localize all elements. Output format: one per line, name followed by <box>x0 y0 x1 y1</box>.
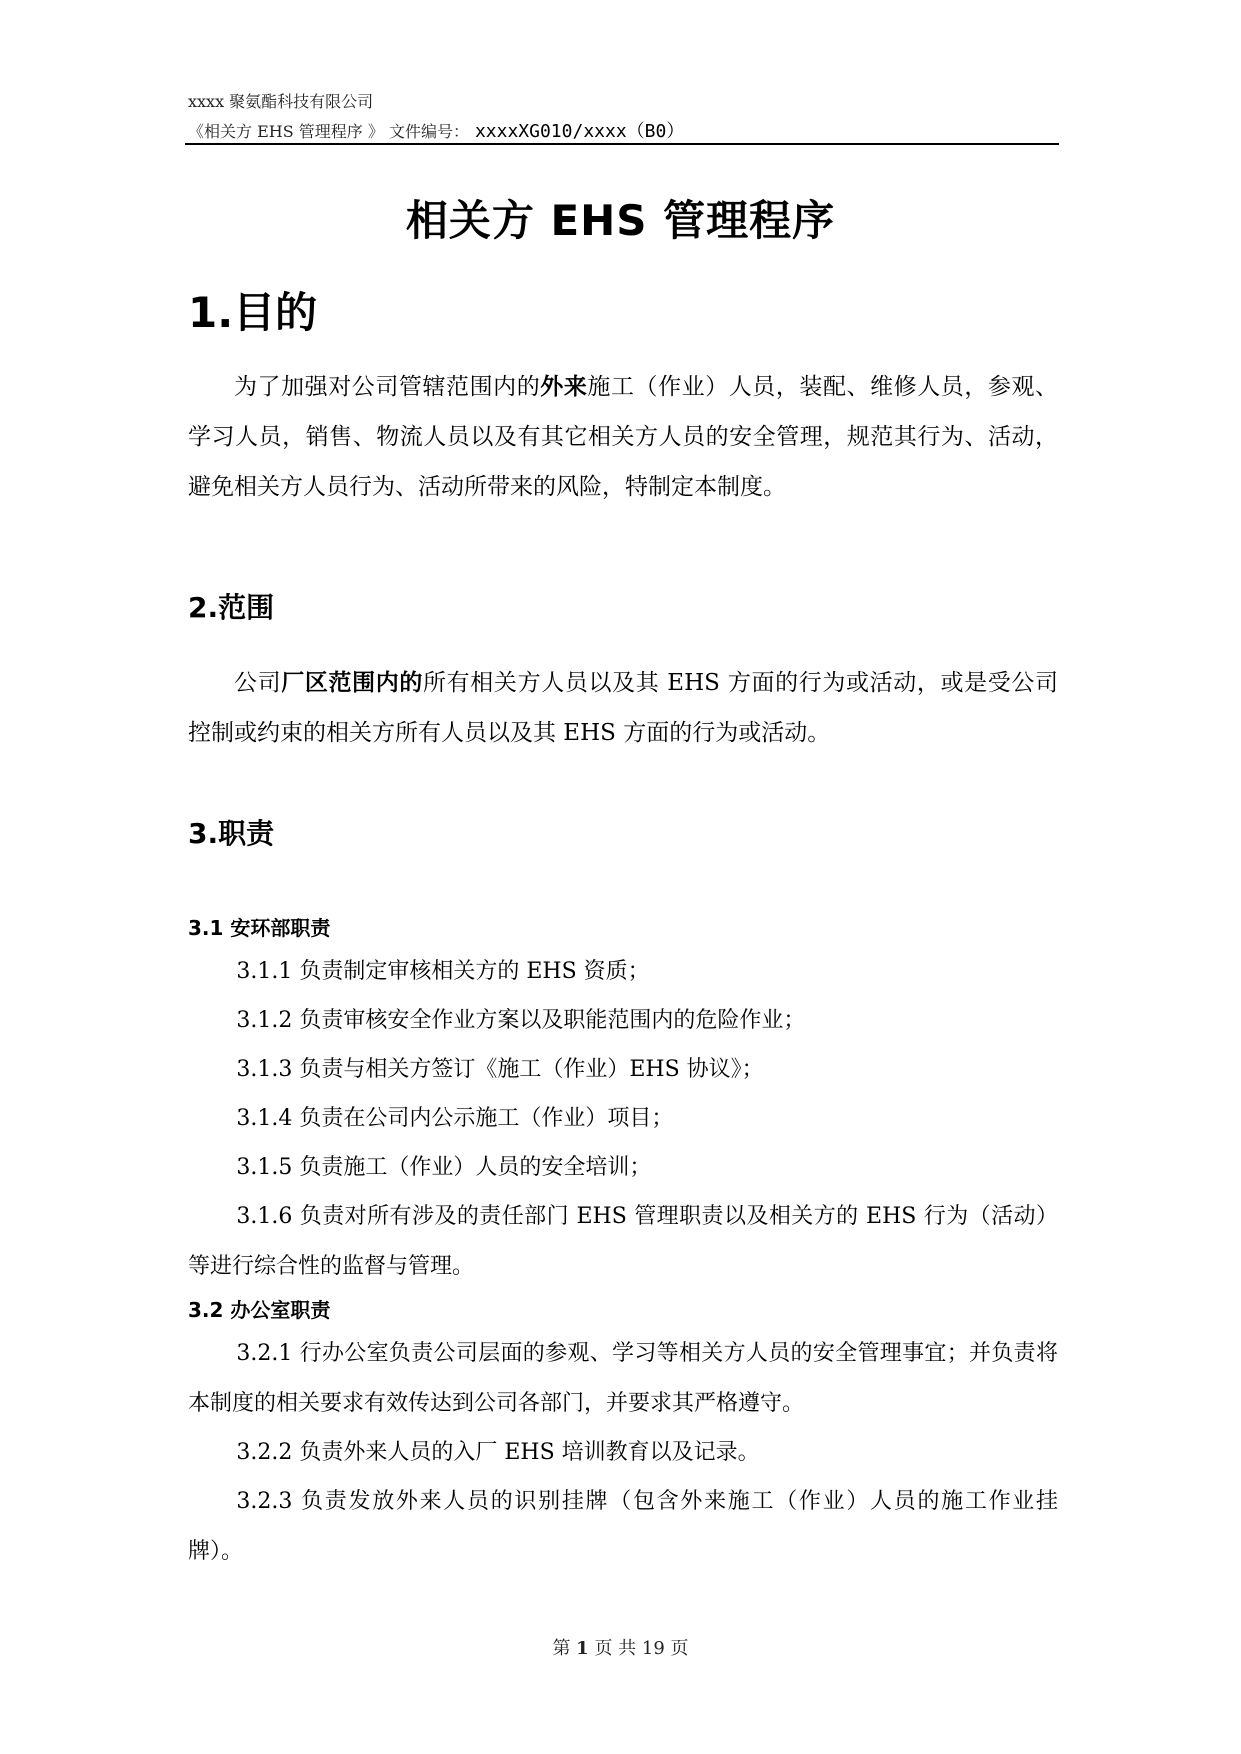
subsection-3-1-heading: 3.1 安环部职责 <box>188 916 331 940</box>
header-company: xxxx 聚氨酯科技有限公司 <box>188 92 374 111</box>
section-scope-paragraph <box>188 658 1058 758</box>
list-item: 3.2.2 负责外来人员的入厂 EHS 培训教育以及记录。 <box>236 1440 760 1465</box>
footer-suffix: 页 <box>670 1638 689 1659</box>
list-item: 3.2.3 负责发放外来人员的识别挂牌（包含外来施工（作业）人员的施工作业挂牌）。 <box>188 1489 1058 1564</box>
footer-page-number: 1 <box>576 1638 589 1659</box>
list-item: 3.2.1 行办公室负责公司层面的参观、学习等相关方人员的安全管理事宜；并负责将本制度的相关要求有效传达到公司各部门，并要求其严格遵守。 <box>188 1341 1058 1416</box>
section-purpose-heading: 1.目的 <box>188 288 318 337</box>
purpose-text-a: 为了加强对公司管辖范围内的 <box>234 374 541 400</box>
purpose-text-c: 施工（作业）人员，装配、维修人员，参观、学习人员，销售、物流人员以及有其它相关方人员的安全管理，规范其行为、活动，避免相关方人员行为、活动所带来的风险，特制定本制度。 <box>188 374 1059 500</box>
list-item: 3.1.6 负责对所有涉及的责任部门 EHS 管理职责以及相关方的 EHS 行为（活动）等进行综合性的监督与管理。 <box>188 1204 1058 1279</box>
header-doc-ref: 《相关方 EHS 管理程序 》 文件编号： <box>188 122 469 141</box>
page-number-footer <box>0 1634 1241 1660</box>
list-item: 3.1.5 负责施工（作业）人员的安全培训； <box>236 1155 652 1180</box>
purpose-text-bold: 外来 <box>540 374 588 400</box>
document-title: 相关方 EHS 管理程序 <box>405 196 836 245</box>
footer-middle: 页 共 <box>594 1638 637 1659</box>
scope-text-bold: 厂区范围内的 <box>281 670 424 696</box>
section-scope-heading: 2.范围 <box>188 591 275 624</box>
list-item: 3.1.1 负责制定审核相关方的 EHS 资质； <box>236 959 650 984</box>
header-divider <box>185 143 1059 145</box>
scope-text-a: 公司 <box>234 670 282 696</box>
footer-total-pages: 19 <box>641 1638 665 1659</box>
list-item: 3.1.4 负责在公司内公示施工（作业）项目； <box>236 1106 674 1131</box>
list-item: 3.1.2 负责审核安全作业方案以及职能范围内的危险作业； <box>236 1008 806 1033</box>
scope-text-c: 所有相关方人员以及其 EHS 方面的行为或活动，或是受公司控制或约束的相关方所有人员以及其 EHS 方面的行为或活动。 <box>188 670 1059 746</box>
section-duties-heading: 3.职责 <box>188 817 275 850</box>
header-doc-line <box>188 117 1058 143</box>
footer-prefix: 第 <box>552 1638 571 1659</box>
section-purpose-paragraph <box>188 362 1058 512</box>
list-item: 3.1.3 负责与相关方签订《施工（作业）EHS 协议》； <box>236 1057 764 1082</box>
subsection-3-2-heading: 3.2 办公室职责 <box>188 1298 331 1322</box>
header-doc-number: xxxxXG010/xxxx（B0） <box>474 121 685 142</box>
